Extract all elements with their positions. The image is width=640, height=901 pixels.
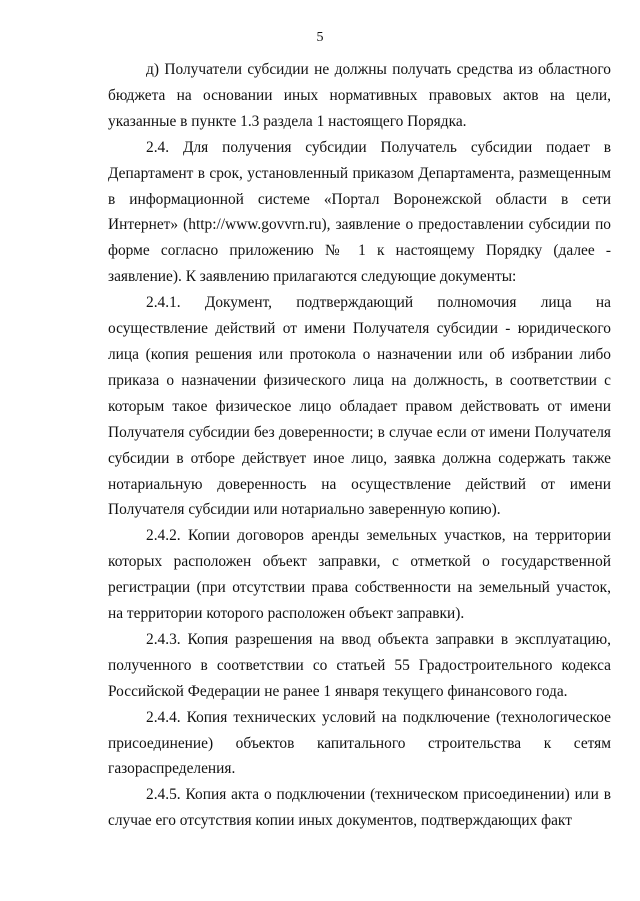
paragraph-d-subsidy-restriction: д) Получатели субсидии не должны получать средства из областного бюджета на основании иных нормативных правовых актов на цели, указанные в пункте 1.3 раздела 1 настоящего Порядка. [108,61,611,130]
paragraph-2-4-4-technical-conditions: 2.4.4. Копия технических условий на подключение (технологическое присоединение) объектов капитального строительства к сетям газораспределения. [108,708,611,778]
document-body [108,57,611,834]
paragraph-2-4-2-lease-contracts: 2.4.2. Копии договоров аренды земельных участков, на территории которых расположен объект заправки, с отметкой о государственной регистрации (при отсутствии права собственности на земельный участок, на территории которого расположен объект заправки). [108,527,611,623]
paragraph-2-4-application: 2.4. Для получения субсидии Получатель субсидии подает в Департамент в срок, установленный приказом Департамента, размещенным в информационной системе «Портал Воронежской области в сети Интернет» (http://www.govvrn.ru), заявление о предоставлении субсидии по форме согласно приложению № 1 к настоящему Порядку (далее - заявление). К заявлению прилагаются следующие документы: [108,138,611,286]
paragraph-2-4-5-connection-act: 2.4.5. Копия акта о подключении (техническом присоединении) или в случае его отсутствия копии иных документов, подтверждающих факт [108,786,611,830]
paragraph-2-4-3-commissioning-permit: 2.4.3. Копия разрешения на ввод объекта заправки в эксплуатацию, полученного в соответствии со статьей 55 Градостроительного кодекса Российской Федерации не ранее 1 января текущего финансового года. [108,630,611,700]
paragraph-2-4-1-authority-document: 2.4.1. Документ, подтверждающий полномочия лица на осуществление действий от имени Получателя субсидии - юридического лица (копия решения или протокола о назначении или об избрании либо приказа о назначении физического лица на должность, в соответствии с которым такое физическое лицо обладает правом действовать от имени Получателя субсидии без доверенности; в случае если от имени Получателя субсидии в отборе действует иное лицо, заявка должна содержать также нотариальную доверенность на осуществление действий от имени Получателя субсидии или нотариально заверенную копию). [108,294,611,519]
page-number: 5 [316,30,324,45]
